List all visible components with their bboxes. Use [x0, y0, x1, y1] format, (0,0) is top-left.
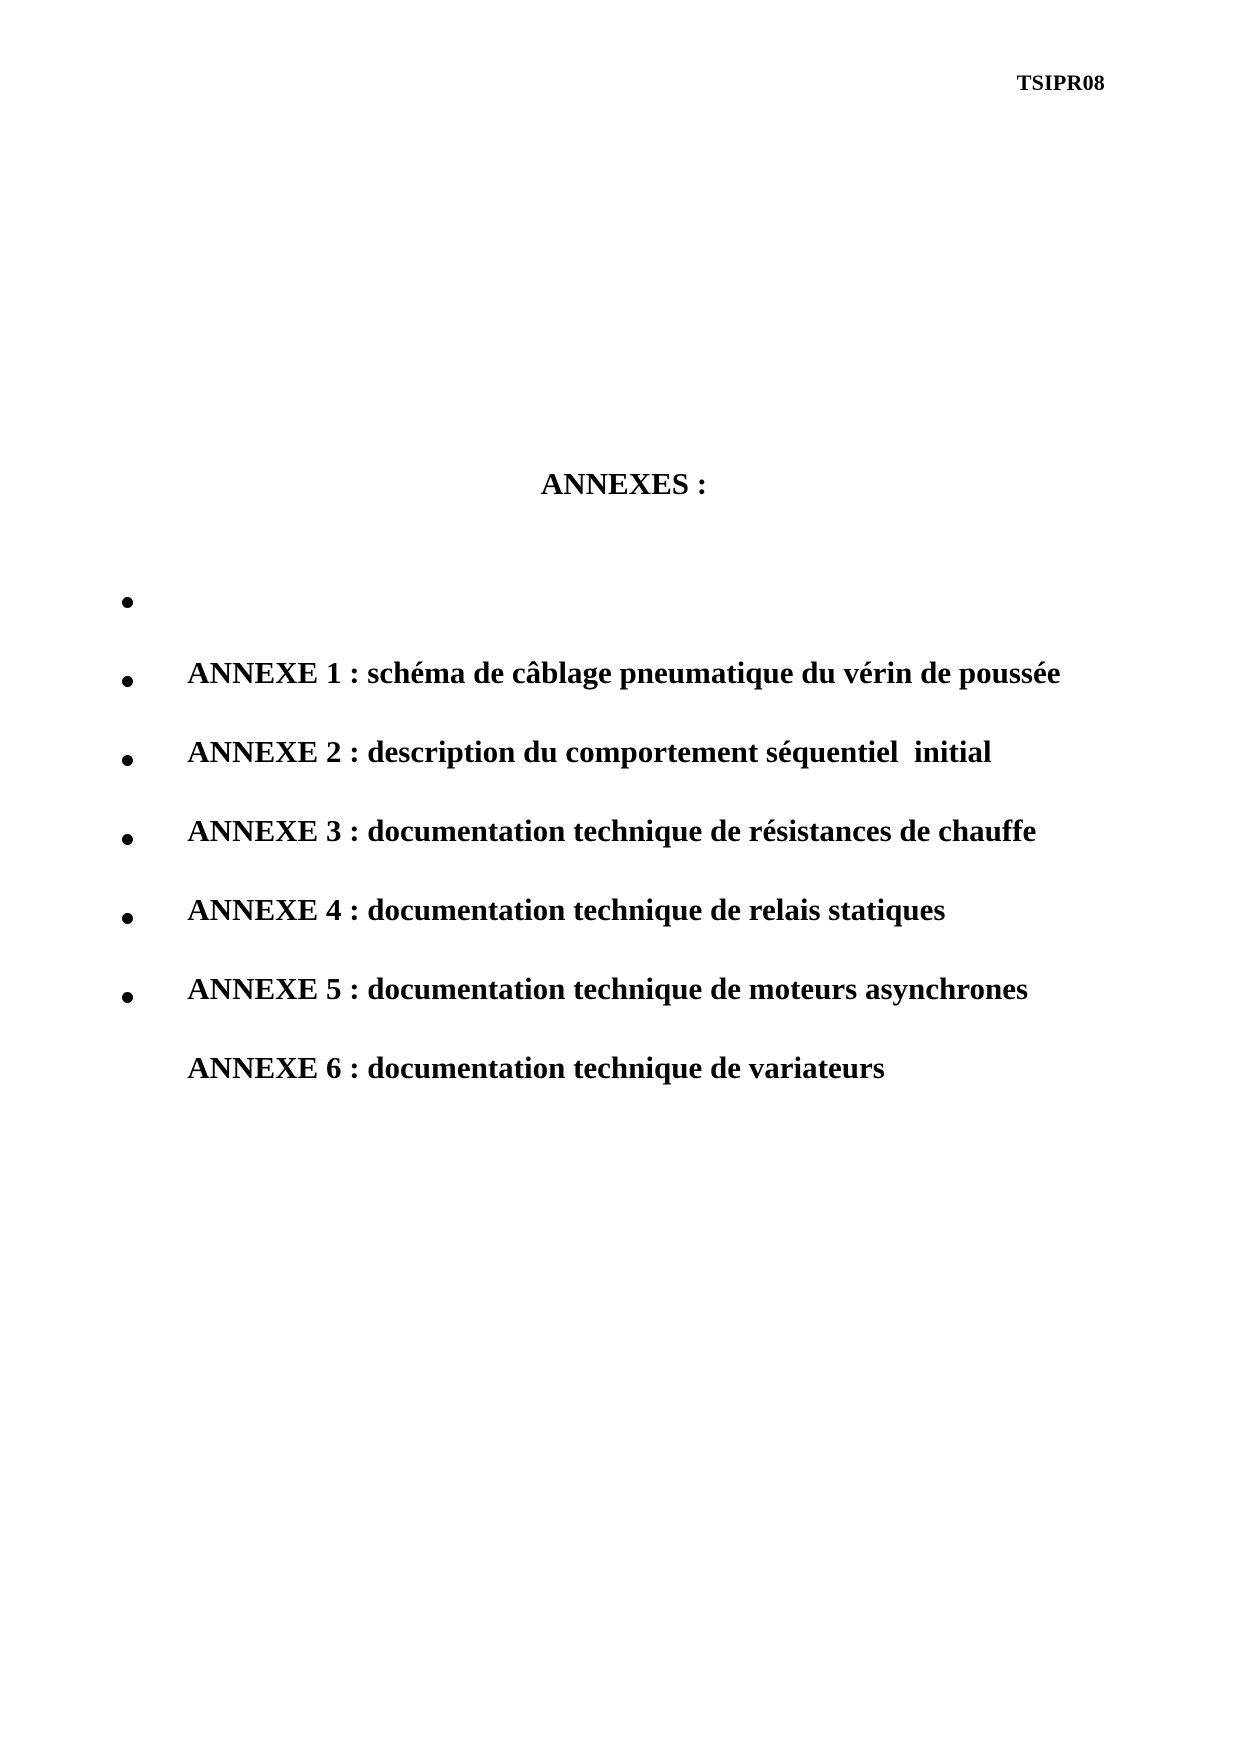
annex-label: ANNEXE 3 : documentation technique de résistances de chauffe — [187, 813, 1037, 848]
annex-item-6 — [120, 978, 1160, 1085]
bullet-icon — [122, 597, 133, 608]
annex-item-5 — [120, 899, 1160, 1006]
bullet-icon — [122, 913, 133, 924]
annex-item-4 — [120, 820, 1160, 927]
annex-item-2 — [120, 662, 1160, 769]
bullet-icon — [122, 992, 133, 1003]
page-title: ANNEXES : — [540, 466, 708, 501]
bullet-icon — [122, 755, 133, 766]
annex-label: ANNEXE 5 : documentation technique de moteurs asynchrones — [187, 971, 1029, 1006]
annex-label: ANNEXE 4 : documentation technique de relais statiques — [187, 892, 946, 927]
document-code: TSIPR08 — [1016, 70, 1105, 95]
annex-label: ANNEXE 1 : schéma de câblage pneumatique du vérin de poussée — [187, 655, 1061, 690]
annex-item-1 — [120, 583, 1160, 690]
annex-list — [120, 583, 1160, 1085]
bullet-icon — [122, 834, 133, 845]
annex-item-3 — [120, 741, 1160, 848]
bullet-icon — [122, 676, 133, 687]
annex-label: ANNEXE 2 : description du comportement séquentiel initial — [187, 734, 992, 769]
annex-label: ANNEXE 6 : documentation technique de variateurs — [187, 1050, 885, 1085]
